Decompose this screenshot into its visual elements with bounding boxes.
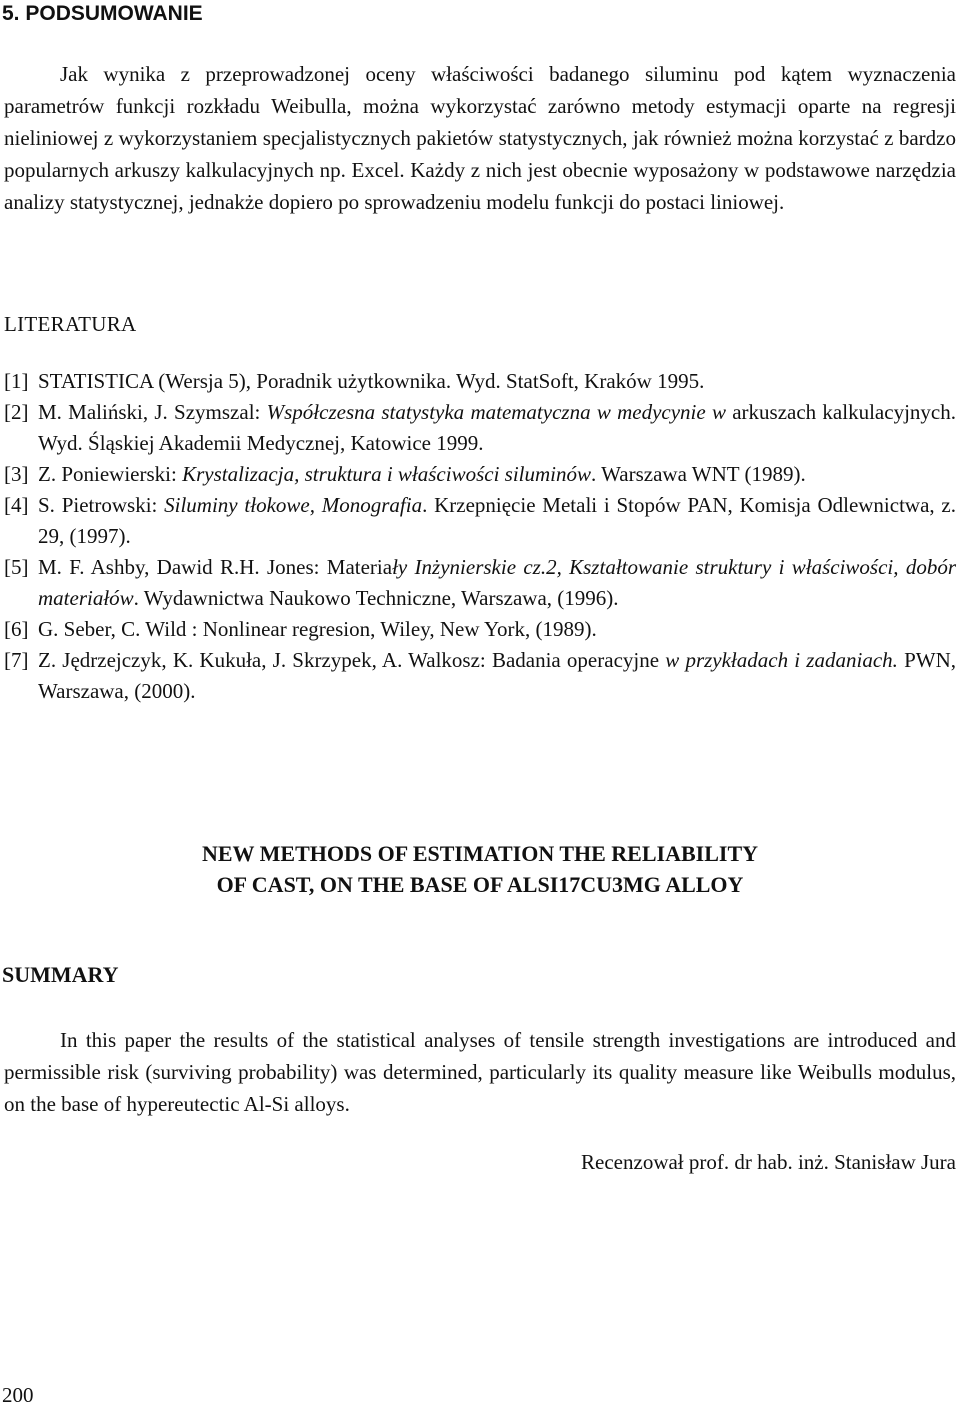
reference-text-tail: . Wydawnictwa Naukowo Techniczne, Warszawa, (1996). [133, 586, 619, 610]
reference-title: Krystalizacja, struktura i właściwości siluminów [182, 462, 592, 486]
reference-text: Z. Jędrzejczyk, K. Kukuła, J. Skrzypek, A. Walkosz: Badania operacyjne [38, 648, 666, 672]
section-title: 5. PODSUMOWANIE [2, 2, 203, 25]
reference-number: [2] [4, 400, 29, 424]
reference-title: Współczesna statystyka matematyczna w medycynie w [266, 400, 726, 424]
reference-title: Siluminy tłokowe, Monografia [164, 493, 423, 517]
reference-number: [3] [4, 462, 29, 486]
reference-number: [1] [4, 369, 29, 393]
reference-text-tail: . Warszawa WNT (1989). [591, 462, 806, 486]
english-title [0, 838, 960, 900]
reference-text-tail: arkuszach kalkulacyjnych. Wyd. Śląskiej Akademii Medycznej, Katowice 1999. [38, 400, 956, 455]
english-title-line-2: OF CAST, ON THE BASE OF ALSI17CU3MG ALLOY [216, 872, 744, 897]
reference-item [4, 397, 956, 459]
reference-item [4, 366, 956, 397]
reference-item [4, 645, 956, 707]
reference-title: ły Inżynierskie cz.2, Kształtowanie struktury i właściwości, dobór materiałów [38, 555, 956, 610]
reference-list [4, 366, 956, 707]
reviewer-note: Recenzował prof. dr hab. inż. Stanisław Jura [581, 1150, 956, 1174]
reference-number: [4] [4, 493, 29, 517]
reference-item [4, 490, 956, 552]
summary-heading: SUMMARY [2, 962, 119, 987]
reference-text-tail: . Krzepnięcie Metali i Stopów PAN, Komisja Odlewnictwa, z. 29, (1997). [38, 493, 956, 548]
literature-heading: LITERATURA [4, 312, 137, 336]
summary-paragraph-pl: Jak wynika z przeprowadzonej oceny właściwości badanego siluminu pod kątem wyznaczenia parametrów funkcji rozkładu Weibulla, można wykorzystać zarówno metody estymacji oparte na regresji nieliniowej z wykorzystaniem specjalistycznych pakietów statystycznych, jak również można korzystać z bardzo popularnych arkuszy kalkulacyjnych np. Excel. Każdy z nich jest obecnie wyposażony w podstawowe narzędzia analizy statystycznej, jednakże dopiero po sprowadzeniu modelu funkcji do postaci liniowej. [4, 62, 956, 214]
reference-number: [7] [4, 648, 29, 672]
reference-item [4, 459, 956, 490]
reference-number: [5] [4, 555, 29, 579]
reference-number: [6] [4, 617, 29, 641]
reference-text: STATISTICA (Wersja 5), Poradnik użytkownika. Wyd. StatSoft, Kraków 1995. [38, 369, 705, 393]
summary-paragraph-en: In this paper the results of the statistical analyses of tensile strength investigations are introduced and permissible risk (surviving probability) was determined, particularly its quality measure like Weibulls modulus, on the base of hypereutectic Al-Si alloys. [4, 1028, 956, 1116]
reference-text: Z. Poniewierski: [38, 462, 183, 486]
reference-text: M. F. Ashby, Dawid R.H. Jones: Materia [38, 555, 393, 579]
reference-item [4, 614, 956, 645]
reference-text: M. Maliński, J. Szymszal: [38, 400, 267, 424]
reference-item [4, 552, 956, 614]
reference-text: G. Seber, C. Wild : Nonlinear regresion, Wiley, New York, (1989). [38, 617, 597, 641]
reference-text-tail: PWN, Warszawa, (2000). [38, 648, 956, 703]
reference-title: w przykładach i zadaniach. [665, 648, 898, 672]
reference-text: S. Pietrowski: [38, 493, 165, 517]
english-title-line-1: NEW METHODS OF ESTIMATION THE RELIABILITY [201, 841, 759, 866]
page-number: 200 [2, 1383, 34, 1407]
